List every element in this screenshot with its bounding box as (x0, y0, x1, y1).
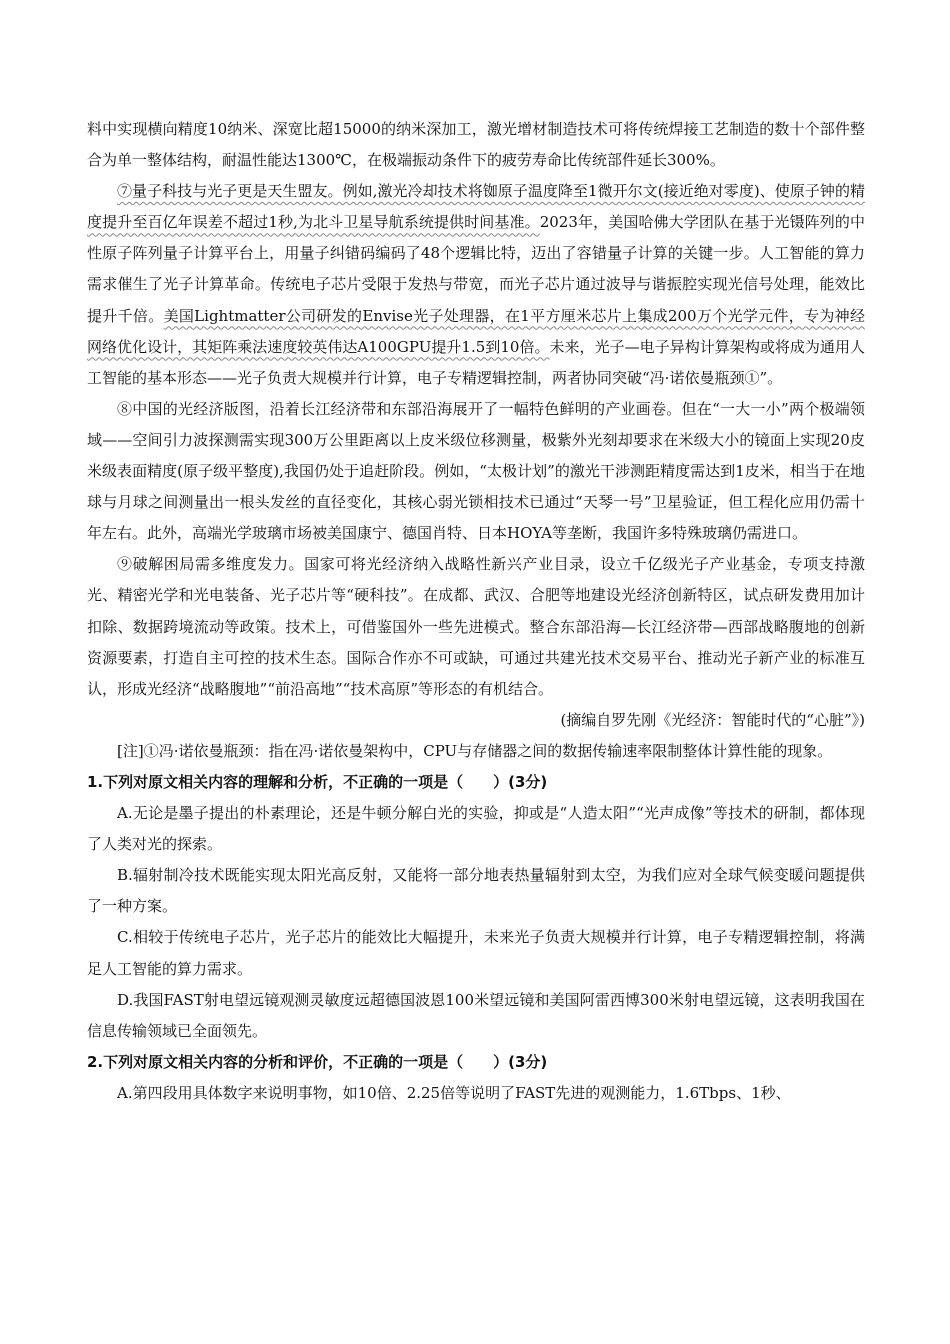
paragraph-text: 2023年，美国哈佛大学团队在基于光镊阵列的中性原子阵列量子计算平台上，用量子纠错码编码了48个逻辑比特，迈出了容错量子计算的关键一步。人工智能的算力需求催生了光子计算革命。传统电子芯片受限于发热与带宽，而光子芯片通过波导与谐振腔实现光信号处理，能效比提升千倍。 (87, 213, 865, 325)
paragraph-7 (87, 176, 865, 394)
question-1-stem: 1.下列对原文相关内容的理解和分析，不正确的一项是（ ）(3分) (87, 772, 548, 791)
wavy-underlined-text: ⑦量子科技与光子更是天生盟友。例如,激光冷却技术将铷原子温度降至1微开尔文(接近绝对零度)、使原子钟的精度提升至百亿年误差不超过1秒,为北斗卫星导航系统提供时间基准。 (87, 182, 865, 232)
question-1-option-b: B.辐射制冷技术既能实现太阳光高反射，又能将一部分地表热量辐射到太空，为我们应对全球气候变暖问题提供了一种方案。 (87, 866, 865, 916)
wavy-underlined-text: 美国Lightmatter公司研发的Envise光子处理器，在1平方厘米芯片上集成200万个光学元件，专为神经网络优化设计，其矩阵乘法速度较英伟达A100GPU提升1.5到10倍。 (87, 306, 865, 356)
source-citation: (摘编自罗先刚《光经济：智能时代的“心脏”》) (560, 710, 865, 729)
footnote: [注]①冯·诺依曼瓶颈：指在冯·诺依曼架构中，CPU与存储器之间的数据传输速率限制整体计算性能的现象。 (117, 741, 833, 760)
question-1-option-c: C.相较于传统电子芯片，光子芯片的能效比大幅提升，未来光子负责大规模并行计算，电子专精逻辑控制，将满足人工智能的算力需求。 (87, 928, 865, 978)
question-2-stem: 2.下列对原文相关内容的分析和评价，不正确的一项是（ ）(3分) (87, 1052, 548, 1071)
paragraph-text: 未来，光子—电子异构计算架构或将成为通用人工智能的基本形态——光子负责大规模并行计算，电子专精逻辑控制，两者协同突破“冯·诺依曼瓶颈①”。 (87, 337, 865, 387)
question-1-option-d: D.我国FAST射电望远镜观测灵敏度远超德国波恩100米望远镜和美国阿雷西博300米射电望远镜，这表明我国在信息传输领域已全面领先。 (87, 990, 865, 1040)
question-2-option-a: A.第四段用具体数字来说明事物，如10倍、2.25倍等说明了FAST先进的观测能力，1.6Tbps、1秒、 (117, 1083, 791, 1102)
paragraph-continuation: 料中实现横向精度10纳米、深宽比超15000的纳米深加工，激光增材制造技术可将传统焊接工艺制造的数十个部件整合为单一整体结构，耐温性能达1300℃，在极端振动条件下的疲劳寿命比传统部件延长300%。 (87, 120, 865, 170)
paragraph-9: ⑨破解困局需多维度发力。国家可将光经济纳入战略性新兴产业目录，设立千亿级光子产业基金，专项支持激光、精密光学和光电装备、光子芯片等“硬科技”。在成都、武汉、合肥等地建设光经济创新特区，试点研发费用加计扣除、数据跨境流动等政策。技术上，可借鉴国外一些先进模式。整合东部沿海—长江经济带—西部战略腹地的创新资源要素，打造自主可控的技术生态。国际合作亦不可或缺，可通过共建光技术交易平台、推动光子新产业的标准互认，形成光经济“战略腹地”“前沿高地”“技术高原”等形态的有机结合。 (87, 555, 865, 698)
paragraph-8: ⑧中国的光经济版图，沿着长江经济带和东部沿海展开了一幅特色鲜明的产业画卷。但在“一大一小”两个极端领域——空间引力波探测需实现300万公里距离以上皮米级位移测量，极紫外光刻却要求在米级大小的镜面上实现20皮米级表面精度(原子级平整度),我国仍处于追赶阶段。例如，“太极计划”的激光干涉测距精度需达到1皮米，相当于在地球与月球之间测量出一根头发丝的直径变化，其核心弱光锁相技术已通过“天琴一号”卫星验证，但工程化应用仍需十年左右。此外，高端光学玻璃市场被美国康宁、德国肖特、日本HOYA等垄断，我国许多特殊玻璃仍需进口。 (87, 399, 865, 543)
article-body (87, 114, 865, 1109)
question-1-option-a: A.无论是墨子提出的朴素理论，还是牛顿分解白光的实验，抑或是“人造太阳”“光声成像”等技术的研制，都体现了人类对光的探索。 (87, 804, 865, 854)
